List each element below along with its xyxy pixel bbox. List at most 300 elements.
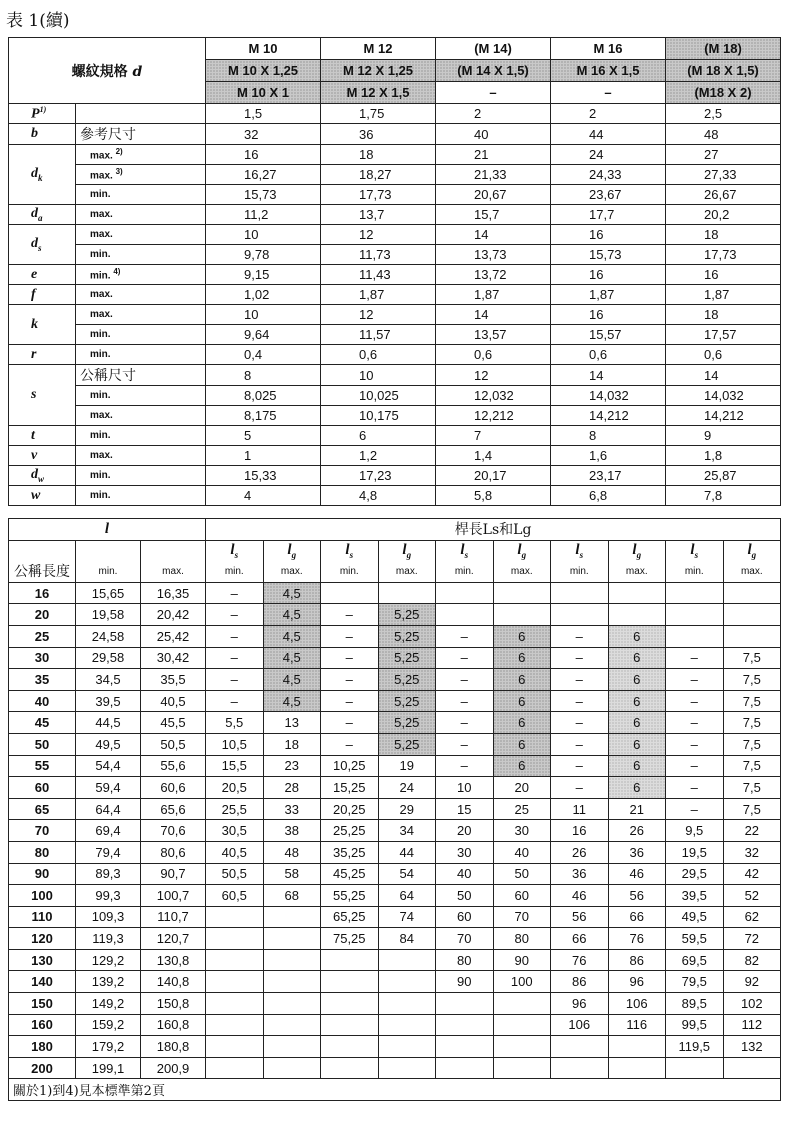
lg-value: 86 — [608, 949, 666, 971]
qualifier — [76, 124, 206, 145]
ls-value — [321, 1057, 379, 1079]
fine-thread: M 12 X 1,25 — [321, 60, 436, 82]
length-max: 20,42 — [141, 604, 206, 626]
length-max: 50,5 — [141, 733, 206, 755]
lg-value: 4,5 — [263, 625, 321, 647]
ls-value: – — [436, 712, 494, 734]
value-cell: 1,87 — [666, 285, 781, 305]
value-cell: 14,212 — [666, 406, 781, 426]
subscript: s — [349, 549, 354, 560]
nominal-length: 30 — [9, 647, 76, 669]
value-cell: 11,2 — [206, 205, 321, 225]
lg-value: 60 — [493, 885, 551, 907]
ls-value: 55,25 — [321, 885, 379, 907]
symbol-text: k — [31, 316, 38, 332]
l-symbol: l — [460, 541, 465, 558]
size-header: M 10 — [206, 38, 321, 60]
ls-value: 39,5 — [666, 885, 724, 907]
lg-value: 5,25 — [378, 625, 436, 647]
ls-value: 11 — [551, 798, 609, 820]
ls-value: – — [551, 755, 609, 777]
value-cell: 16,27 — [206, 165, 321, 185]
ls-header — [666, 540, 724, 561]
length-row — [9, 647, 781, 669]
length-max: 16,35 — [141, 582, 206, 604]
ls-value: – — [321, 604, 379, 626]
ls-value: 56 — [551, 906, 609, 928]
value-cell: 12,032 — [436, 386, 551, 406]
lg-value — [378, 993, 436, 1015]
value-cell: 23,17 — [551, 466, 666, 486]
lg-value: 6 — [608, 712, 666, 734]
ls-value — [206, 1036, 264, 1058]
size-header: (M 14) — [436, 38, 551, 60]
lg-value: 38 — [263, 820, 321, 842]
length-row — [9, 885, 781, 907]
ls-value: – — [666, 669, 724, 691]
ls-value: 10 — [436, 777, 494, 799]
ls-value: 10,25 — [321, 755, 379, 777]
qualifier — [76, 145, 206, 165]
ls-value: 20,5 — [206, 777, 264, 799]
dimension-symbol — [9, 466, 76, 486]
thread-spec-label — [9, 38, 206, 104]
value-cell: 2 — [436, 104, 551, 124]
lg-value: 7,5 — [723, 690, 781, 712]
ls-value: – — [321, 733, 379, 755]
lg-value: 112 — [723, 1014, 781, 1036]
value-cell: 1,8 — [666, 446, 781, 466]
value-cell: 7 — [436, 426, 551, 446]
symbol-text: P — [31, 106, 40, 122]
ls-value: – — [436, 755, 494, 777]
length-min: 15,65 — [76, 582, 141, 604]
value-cell: 23,67 — [551, 185, 666, 205]
header-row-sizes — [9, 38, 781, 60]
lg-value: 32 — [723, 841, 781, 863]
lg-value: 4,5 — [263, 647, 321, 669]
lg-value: 6 — [493, 647, 551, 669]
length-row — [9, 712, 781, 734]
lg-header — [608, 540, 666, 561]
table-row — [9, 406, 781, 426]
ls-header — [206, 540, 264, 561]
size-header: (M 18) — [666, 38, 781, 60]
table-row — [9, 285, 781, 305]
qualifier-text: max. — [90, 289, 113, 300]
length-max: 200,9 — [141, 1057, 206, 1079]
value-cell: 0,6 — [666, 345, 781, 365]
value-cell: 8 — [206, 365, 321, 386]
table-row — [9, 486, 781, 506]
value-cell: 1,87 — [551, 285, 666, 305]
nominal-length: 25 — [9, 625, 76, 647]
symbol-subscript: w — [38, 473, 45, 484]
lg-value: 5,25 — [378, 690, 436, 712]
lg-value — [723, 625, 781, 647]
ls-value — [321, 971, 379, 993]
table-row — [9, 446, 781, 466]
length-header-row3 — [9, 561, 781, 582]
lg-value: 90 — [493, 949, 551, 971]
length-row — [9, 993, 781, 1015]
value-cell: 18 — [666, 305, 781, 325]
table-row — [9, 265, 781, 285]
qualifier-text: max. — [90, 450, 113, 461]
lg-value — [378, 1014, 436, 1036]
lg-value — [263, 1057, 321, 1079]
length-min: 29,58 — [76, 647, 141, 669]
value-cell: 48 — [666, 124, 781, 145]
ls-header — [436, 540, 494, 561]
symbol-text: s — [31, 387, 37, 402]
value-cell: 20,67 — [436, 185, 551, 205]
lg-value: 5,25 — [378, 712, 436, 734]
value-cell: 6 — [321, 426, 436, 446]
lg-value — [493, 1057, 551, 1079]
ls-value: 65,25 — [321, 906, 379, 928]
ls-value: – — [206, 582, 264, 604]
table-row — [9, 185, 781, 205]
length-min: 54,4 — [76, 755, 141, 777]
nominal-length: 80 — [9, 841, 76, 863]
l-symbol: l — [747, 541, 752, 558]
ls-value — [666, 1057, 724, 1079]
ls-value — [666, 604, 724, 626]
length-min: 39,5 — [76, 690, 141, 712]
length-max: 160,8 — [141, 1014, 206, 1036]
ls-value: 19,5 — [666, 841, 724, 863]
table-row — [9, 104, 781, 124]
length-min: 109,3 — [76, 906, 141, 928]
lg-value: 56 — [608, 885, 666, 907]
lg-value — [378, 1036, 436, 1058]
value-cell: 0,6 — [551, 345, 666, 365]
lg-value: 52 — [723, 885, 781, 907]
symbol-text: e — [31, 266, 38, 282]
symbol-text: d — [31, 467, 38, 483]
lg-value: 24 — [378, 777, 436, 799]
ls-value: 50,5 — [206, 863, 264, 885]
ls-value: – — [551, 625, 609, 647]
length-min: 69,4 — [76, 820, 141, 842]
lg-value: 7,5 — [723, 712, 781, 734]
value-cell: 1,87 — [321, 285, 436, 305]
length-row — [9, 820, 781, 842]
lg-value: 70 — [493, 906, 551, 928]
value-cell: 0,4 — [206, 345, 321, 365]
lg-value: 34 — [378, 820, 436, 842]
thread-spec-symbol: d — [132, 63, 143, 80]
value-cell: 5 — [206, 426, 321, 446]
ls-value: 106 — [551, 1014, 609, 1036]
qualifier — [76, 406, 206, 426]
lg-value: 6 — [493, 755, 551, 777]
ls-value: 5,5 — [206, 712, 264, 734]
value-cell: 14 — [436, 225, 551, 245]
length-min: 119,3 — [76, 928, 141, 950]
subscript: s — [579, 549, 584, 560]
max-label: max. — [493, 561, 551, 582]
footnote-ref: 1) — [39, 104, 47, 114]
subscript: s — [694, 549, 699, 560]
value-cell: 9 — [666, 426, 781, 446]
lg-value: 48 — [263, 841, 321, 863]
value-cell: 44 — [551, 124, 666, 145]
lg-value: 20 — [493, 777, 551, 799]
min-label: min. — [206, 561, 264, 582]
ls-value — [321, 949, 379, 971]
length-min: 139,2 — [76, 971, 141, 993]
value-cell: 14 — [666, 365, 781, 386]
ls-value: – — [551, 647, 609, 669]
lg-value: 62 — [723, 906, 781, 928]
value-cell: 14,032 — [551, 386, 666, 406]
lg-value: 6 — [608, 625, 666, 647]
dimension-symbol — [9, 104, 76, 124]
lg-value: 80 — [493, 928, 551, 950]
lg-value: 44 — [378, 841, 436, 863]
ls-value — [436, 1057, 494, 1079]
value-cell: 8,175 — [206, 406, 321, 426]
footnote-ref: 3) — [115, 167, 123, 177]
lg-value: 6 — [608, 777, 666, 799]
length-row — [9, 669, 781, 691]
lg-value: 102 — [723, 993, 781, 1015]
length-row — [9, 863, 781, 885]
dimension-symbol — [9, 205, 76, 225]
nominal-length: 50 — [9, 733, 76, 755]
qualifier — [76, 205, 206, 225]
ls-value: 15 — [436, 798, 494, 820]
footnote: 關於1)到4)見本標準第2頁 — [9, 1079, 781, 1101]
nominal-length: 160 — [9, 1014, 76, 1036]
length-max: 180,8 — [141, 1036, 206, 1058]
qualifier — [76, 345, 206, 365]
qualifier-text: max. — [90, 410, 113, 421]
ls-value: – — [206, 625, 264, 647]
ls-value: – — [666, 755, 724, 777]
lg-value: 132 — [723, 1036, 781, 1058]
value-cell: 1,75 — [321, 104, 436, 124]
symbol-text: w — [31, 487, 41, 503]
value-cell: 15,73 — [551, 245, 666, 265]
qualifier-text: min. — [90, 329, 111, 340]
ls-value: – — [551, 712, 609, 734]
table-row — [9, 466, 781, 486]
lg-value: 7,5 — [723, 733, 781, 755]
ls-value: – — [436, 647, 494, 669]
fine-thread: M 10 X 1 — [206, 82, 321, 104]
value-cell: 17,73 — [666, 245, 781, 265]
table-row — [9, 225, 781, 245]
ls-value: 46 — [551, 885, 609, 907]
qualifier-text: max. — [90, 229, 113, 240]
ls-value: 30 — [436, 841, 494, 863]
value-cell: 0,6 — [436, 345, 551, 365]
lg-value: 84 — [378, 928, 436, 950]
nominal-length: 40 — [9, 690, 76, 712]
qualifier-text: 參考尺寸 — [80, 127, 136, 143]
dimension-symbol — [9, 446, 76, 466]
length-min: 99,3 — [76, 885, 141, 907]
qualifier — [76, 245, 206, 265]
value-cell: 16 — [666, 265, 781, 285]
table-row — [9, 386, 781, 406]
lg-value — [608, 1036, 666, 1058]
ls-value — [321, 993, 379, 1015]
length-max: 55,6 — [141, 755, 206, 777]
ls-value: 9,5 — [666, 820, 724, 842]
ls-value: – — [551, 733, 609, 755]
length-row — [9, 755, 781, 777]
max-label: max. — [723, 561, 781, 582]
lg-value: 6 — [493, 712, 551, 734]
min-label: min. — [666, 561, 724, 582]
lg-value: 7,5 — [723, 755, 781, 777]
l-symbol: l — [690, 541, 695, 558]
value-cell: 16 — [551, 265, 666, 285]
ls-value: 40 — [436, 863, 494, 885]
lg-value — [723, 604, 781, 626]
nominal-length: 70 — [9, 820, 76, 842]
lg-value: 72 — [723, 928, 781, 950]
lg-value: 18 — [263, 733, 321, 755]
ls-value: 20,25 — [321, 798, 379, 820]
lg-value: 106 — [608, 993, 666, 1015]
nominal-length: 140 — [9, 971, 76, 993]
length-min: 59,4 — [76, 777, 141, 799]
qualifier-text: min. — [90, 490, 111, 501]
max-label: max. — [378, 561, 436, 582]
value-cell: 12,212 — [436, 406, 551, 426]
value-cell: 17,7 — [551, 205, 666, 225]
min-label: min. — [551, 561, 609, 582]
min-label: min. — [436, 561, 494, 582]
value-cell: 1,4 — [436, 446, 551, 466]
value-cell: 9,78 — [206, 245, 321, 265]
qualifier-text: min. — [90, 189, 111, 200]
value-cell: 10,025 — [321, 386, 436, 406]
qualifier — [76, 466, 206, 486]
nominal-length: 65 — [9, 798, 76, 820]
ls-value: 59,5 — [666, 928, 724, 950]
qualifier — [76, 426, 206, 446]
nominal-length: 20 — [9, 604, 76, 626]
lg-value: 13 — [263, 712, 321, 734]
lg-value: 6 — [608, 755, 666, 777]
lg-value — [378, 949, 436, 971]
length-header-row — [9, 519, 781, 541]
qualifier-text: max. — [90, 209, 113, 220]
fine-thread: (M 18 X 1,5) — [666, 60, 781, 82]
ls-value: – — [206, 690, 264, 712]
l-symbol: l — [104, 520, 110, 537]
lg-value: 76 — [608, 928, 666, 950]
ls-value: 15,25 — [321, 777, 379, 799]
ls-value: 29,5 — [666, 863, 724, 885]
value-cell: 1,5 — [206, 104, 321, 124]
ls-value: – — [436, 690, 494, 712]
length-row — [9, 1036, 781, 1058]
value-cell: 11,73 — [321, 245, 436, 265]
ls-value: 80 — [436, 949, 494, 971]
length-header-row2 — [9, 540, 781, 561]
ls-value — [551, 604, 609, 626]
dimension-symbol — [9, 225, 76, 265]
length-max: 40,5 — [141, 690, 206, 712]
ls-value — [206, 906, 264, 928]
qualifier-text: max. — [90, 309, 113, 320]
qualifier — [76, 486, 206, 506]
length-min: 64,4 — [76, 798, 141, 820]
dimension-symbol — [9, 145, 76, 205]
subscript: s — [234, 549, 239, 560]
lg-value: 58 — [263, 863, 321, 885]
l-symbol: l — [287, 541, 292, 558]
value-cell: 32 — [206, 124, 321, 145]
value-cell: 9,64 — [206, 325, 321, 345]
lg-value: 92 — [723, 971, 781, 993]
value-cell: 4 — [206, 486, 321, 506]
blank-cell — [76, 540, 141, 561]
value-cell: 40 — [436, 124, 551, 145]
symbol-text: t — [31, 427, 35, 443]
qualifier — [76, 225, 206, 245]
length-row — [9, 733, 781, 755]
qualifier-text: min. — [90, 390, 111, 401]
length-row — [9, 777, 781, 799]
ls-header — [551, 540, 609, 561]
value-cell: 24,33 — [551, 165, 666, 185]
symbol-subscript: s — [38, 242, 42, 253]
ls-value: 40,5 — [206, 841, 264, 863]
table-row — [9, 365, 781, 386]
nominal-length: 55 — [9, 755, 76, 777]
length-table — [8, 518, 781, 1101]
value-cell: 12 — [436, 365, 551, 386]
ls-value: 79,5 — [666, 971, 724, 993]
value-cell: 14,032 — [666, 386, 781, 406]
l-symbol: l — [402, 541, 407, 558]
qualifier-text: min. — [90, 470, 111, 481]
dimension-symbol — [9, 124, 76, 145]
symbol-text: v — [31, 447, 38, 463]
lg-value: 4,5 — [263, 690, 321, 712]
value-cell: 11,43 — [321, 265, 436, 285]
min-label: min. — [321, 561, 379, 582]
qualifier — [76, 265, 206, 285]
ls-value: 76 — [551, 949, 609, 971]
ls-value — [551, 1057, 609, 1079]
length-max: 30,42 — [141, 647, 206, 669]
value-cell: 1,87 — [436, 285, 551, 305]
ls-value: 49,5 — [666, 906, 724, 928]
value-cell: 1,2 — [321, 446, 436, 466]
length-row — [9, 906, 781, 928]
length-max: 70,6 — [141, 820, 206, 842]
size-header: M 16 — [551, 38, 666, 60]
lg-value: 74 — [378, 906, 436, 928]
lg-value: 21 — [608, 798, 666, 820]
ls-value: 90 — [436, 971, 494, 993]
lg-value: 64 — [378, 885, 436, 907]
symbol-text: r — [31, 346, 37, 362]
value-cell: 14 — [436, 305, 551, 325]
lg-value — [493, 993, 551, 1015]
symbol-text: f — [31, 286, 36, 302]
lg-value: 5,25 — [378, 647, 436, 669]
